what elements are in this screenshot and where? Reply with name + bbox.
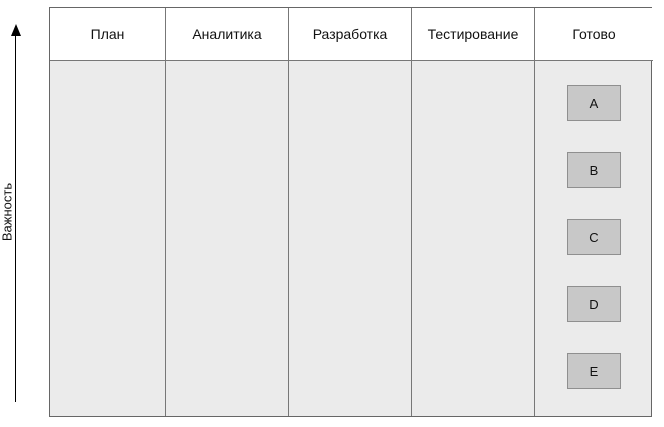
task-card-a[interactable]: A [567, 85, 621, 121]
done-card-stack [535, 85, 653, 389]
kanban-board [49, 7, 652, 417]
task-card-d[interactable]: D [567, 286, 621, 322]
column-development [289, 61, 412, 416]
task-card-e[interactable]: E [567, 353, 621, 389]
axis-label: Важность [0, 182, 15, 242]
importance-axis [0, 0, 40, 427]
column-analytics [166, 61, 289, 416]
column-header-analytics: Аналитика [166, 8, 289, 61]
column-testing [412, 61, 535, 416]
task-card-b[interactable]: B [567, 152, 621, 188]
axis-arrowhead [11, 24, 21, 36]
column-plan [50, 61, 166, 416]
column-header-done: Готово [535, 8, 653, 61]
column-header-development: Разработка [289, 8, 412, 61]
column-header-testing: Тестирование [412, 8, 535, 61]
axis-line [15, 34, 16, 402]
column-header-plan: План [50, 8, 166, 61]
column-done [535, 61, 653, 416]
task-card-c[interactable]: C [567, 219, 621, 255]
